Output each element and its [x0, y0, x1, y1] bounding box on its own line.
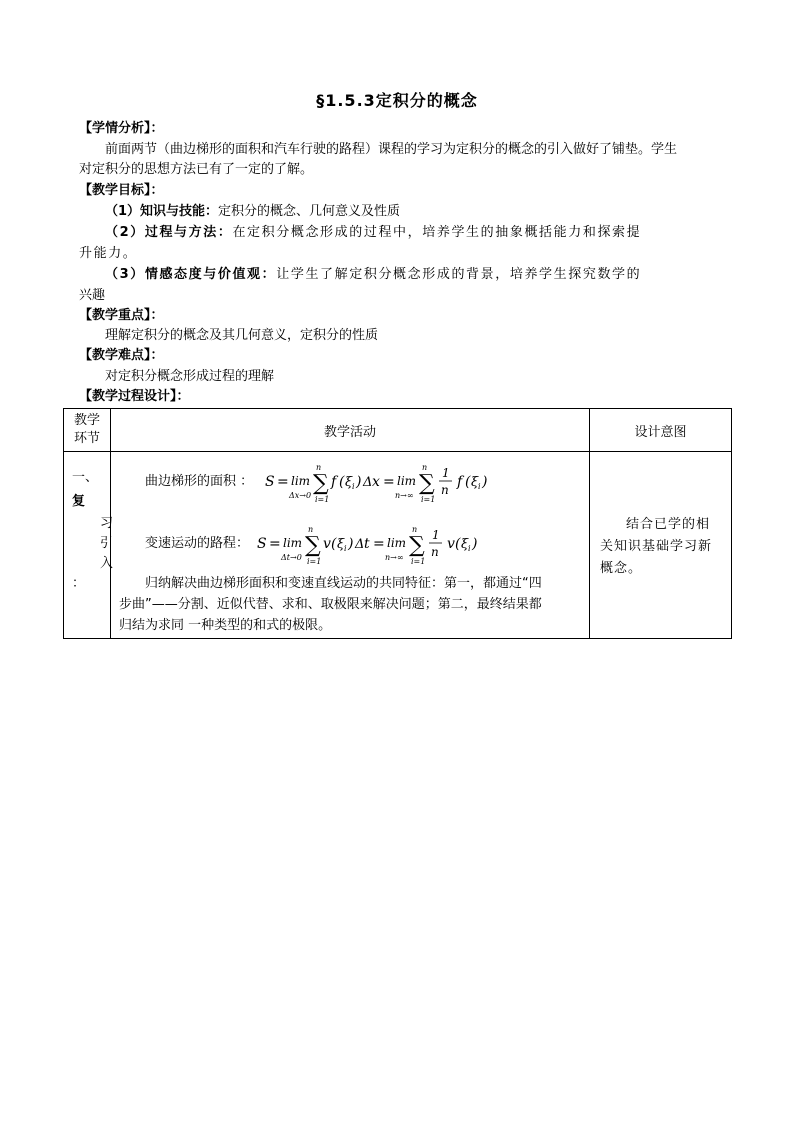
svg-text:v: v: [323, 536, 331, 552]
svg-text:lim: lim: [291, 474, 311, 488]
goal-1: [105, 202, 400, 222]
difficult-points-heading: 【教学难点】：: [79, 348, 164, 363]
goal-3-label: （3）情感态度与价值观：: [105, 267, 277, 282]
svg-text:i=1: i=1: [411, 557, 426, 566]
summary-line-1: 归纳解决曲边梯形面积和变速直线运动的共同特征：第一，都通过“四: [145, 576, 542, 591]
svg-text:): ): [482, 474, 488, 490]
summary-line-2: 步曲”——分割、近似代替、求和、取极限来解决问题；第二，最终结果都: [119, 597, 542, 612]
goal-3: [105, 265, 641, 285]
stage-cell: [64, 452, 114, 639]
svg-text:f: f: [331, 474, 337, 490]
analysis-line-1: 前面两节（曲边梯形的面积和汽车行驶的路程）课程的学习为定积分的概念的引入做好了铺垫。学生: [105, 142, 678, 157]
header-stage: [64, 409, 111, 452]
analysis-heading: 【学情分析】：: [79, 121, 164, 136]
analysis-line-2: 对定积分的思想方法已有了一定的了解。: [79, 162, 314, 177]
svg-text:n: n: [422, 463, 428, 472]
svg-text:n→∞: n→∞: [385, 553, 404, 562]
svg-text:=: =: [269, 536, 281, 552]
page-title: §1.5.3定积分的概念: [316, 91, 478, 110]
svg-text:Δ: Δ: [355, 537, 365, 552]
svg-text:lim: lim: [397, 474, 417, 488]
svg-text:v: v: [447, 536, 455, 552]
activity-cell: [111, 452, 590, 639]
stage-char-1: 复: [72, 494, 86, 509]
header-stage-line-2: 环节: [73, 431, 100, 446]
svg-text:f: f: [457, 474, 463, 490]
header-activity: 教学活动: [111, 409, 590, 452]
svg-text:): ): [356, 474, 362, 490]
svg-text:∑: ∑: [305, 533, 321, 558]
svg-text:1: 1: [442, 466, 450, 480]
process-table: [63, 408, 732, 639]
svg-text:n: n: [412, 525, 418, 534]
goal-3-continued: 兴趣: [79, 288, 106, 303]
stage-colon: ：: [72, 576, 86, 591]
svg-text:∑: ∑: [409, 533, 425, 558]
svg-text:lim: lim: [387, 536, 407, 550]
svg-text:i: i: [468, 544, 471, 553]
goal-2: [105, 223, 641, 243]
stage-char-3: 引: [100, 536, 114, 551]
goal-2-label: （2）过程与方法：: [105, 225, 233, 240]
svg-text:ξ: ξ: [461, 537, 469, 552]
svg-text:Δ: Δ: [363, 475, 373, 490]
svg-text:Δt→0: Δt→0: [281, 553, 302, 562]
svg-text:(: (: [455, 536, 461, 552]
key-points-heading: 【教学重点】：: [79, 308, 164, 323]
goal-1-label: （1）知识与技能：: [105, 204, 219, 219]
svg-text:i: i: [344, 544, 347, 553]
header-design: 设计意图: [590, 409, 732, 452]
svg-text:): ): [472, 536, 478, 552]
stage-char-2: 习: [100, 516, 114, 531]
goals-heading: 【教学目标】：: [79, 183, 164, 198]
svg-text:i=1: i=1: [421, 495, 436, 504]
goal-3-text: 让学生了解定积分概念形成的背景，培养学生探究数学的: [276, 267, 642, 282]
header-stage-line-1: 教学: [73, 413, 100, 428]
svg-text:∑: ∑: [313, 471, 329, 496]
svg-text:i=1: i=1: [315, 495, 330, 504]
path-formula: [253, 520, 503, 568]
path-label: 变速运动的路程：: [145, 536, 250, 551]
svg-text:n: n: [308, 525, 314, 534]
process-heading: 【教学过程设计】：: [79, 389, 190, 404]
svg-text:): ): [348, 536, 354, 552]
svg-text:i: i: [352, 482, 355, 491]
svg-text:n: n: [431, 545, 439, 559]
svg-text:=: =: [373, 536, 385, 552]
svg-text:S: S: [257, 536, 267, 552]
svg-text:∑: ∑: [419, 471, 435, 496]
svg-text:(: (: [465, 474, 471, 490]
svg-text:ξ: ξ: [471, 475, 479, 490]
svg-text:n→∞: n→∞: [395, 491, 414, 500]
table-row: [64, 452, 732, 639]
svg-text:S: S: [265, 474, 275, 490]
svg-text:lim: lim: [283, 536, 303, 550]
svg-text:ξ: ξ: [337, 537, 345, 552]
svg-text:n: n: [441, 483, 449, 497]
goal-1-text: 定积分的概念、几何意义及性质: [218, 204, 401, 219]
goal-2-continued: 升能力。: [79, 246, 138, 261]
svg-text:x: x: [372, 474, 380, 490]
svg-text:t: t: [364, 536, 370, 552]
svg-text:Δx→0: Δx→0: [289, 491, 312, 500]
design-cell: [590, 452, 732, 639]
goal-2-text: 在定积分概念形成的过程中，培养学生的抽象概括能力和探索提: [232, 225, 642, 240]
svg-text:1: 1: [432, 528, 440, 542]
svg-text:(: (: [339, 474, 345, 490]
area-label: 曲边梯形的面积 ：: [145, 474, 254, 489]
summary-line-3: 归结为求同 一种类型的和式的极限。: [119, 618, 332, 633]
stage-number: 一、: [72, 470, 99, 485]
key-points-text: 理解定积分的概念及其几何意义，定积分的性质: [105, 328, 379, 343]
svg-text:i: i: [478, 482, 481, 491]
area-formula: [261, 458, 511, 506]
svg-text:(: (: [331, 536, 337, 552]
svg-text:i=1: i=1: [307, 557, 322, 566]
design-intent-text: 结合已学的相关知识基础学习新概念。: [600, 517, 713, 576]
svg-text:ξ: ξ: [345, 475, 353, 490]
difficult-points-text: 对定积分概念形成过程的理解: [105, 369, 275, 384]
svg-text:=: =: [383, 474, 395, 490]
table-header-row: [64, 409, 732, 452]
svg-text:=: =: [277, 474, 289, 490]
svg-text:n: n: [316, 463, 322, 472]
stage-char-4: 入: [100, 556, 114, 571]
